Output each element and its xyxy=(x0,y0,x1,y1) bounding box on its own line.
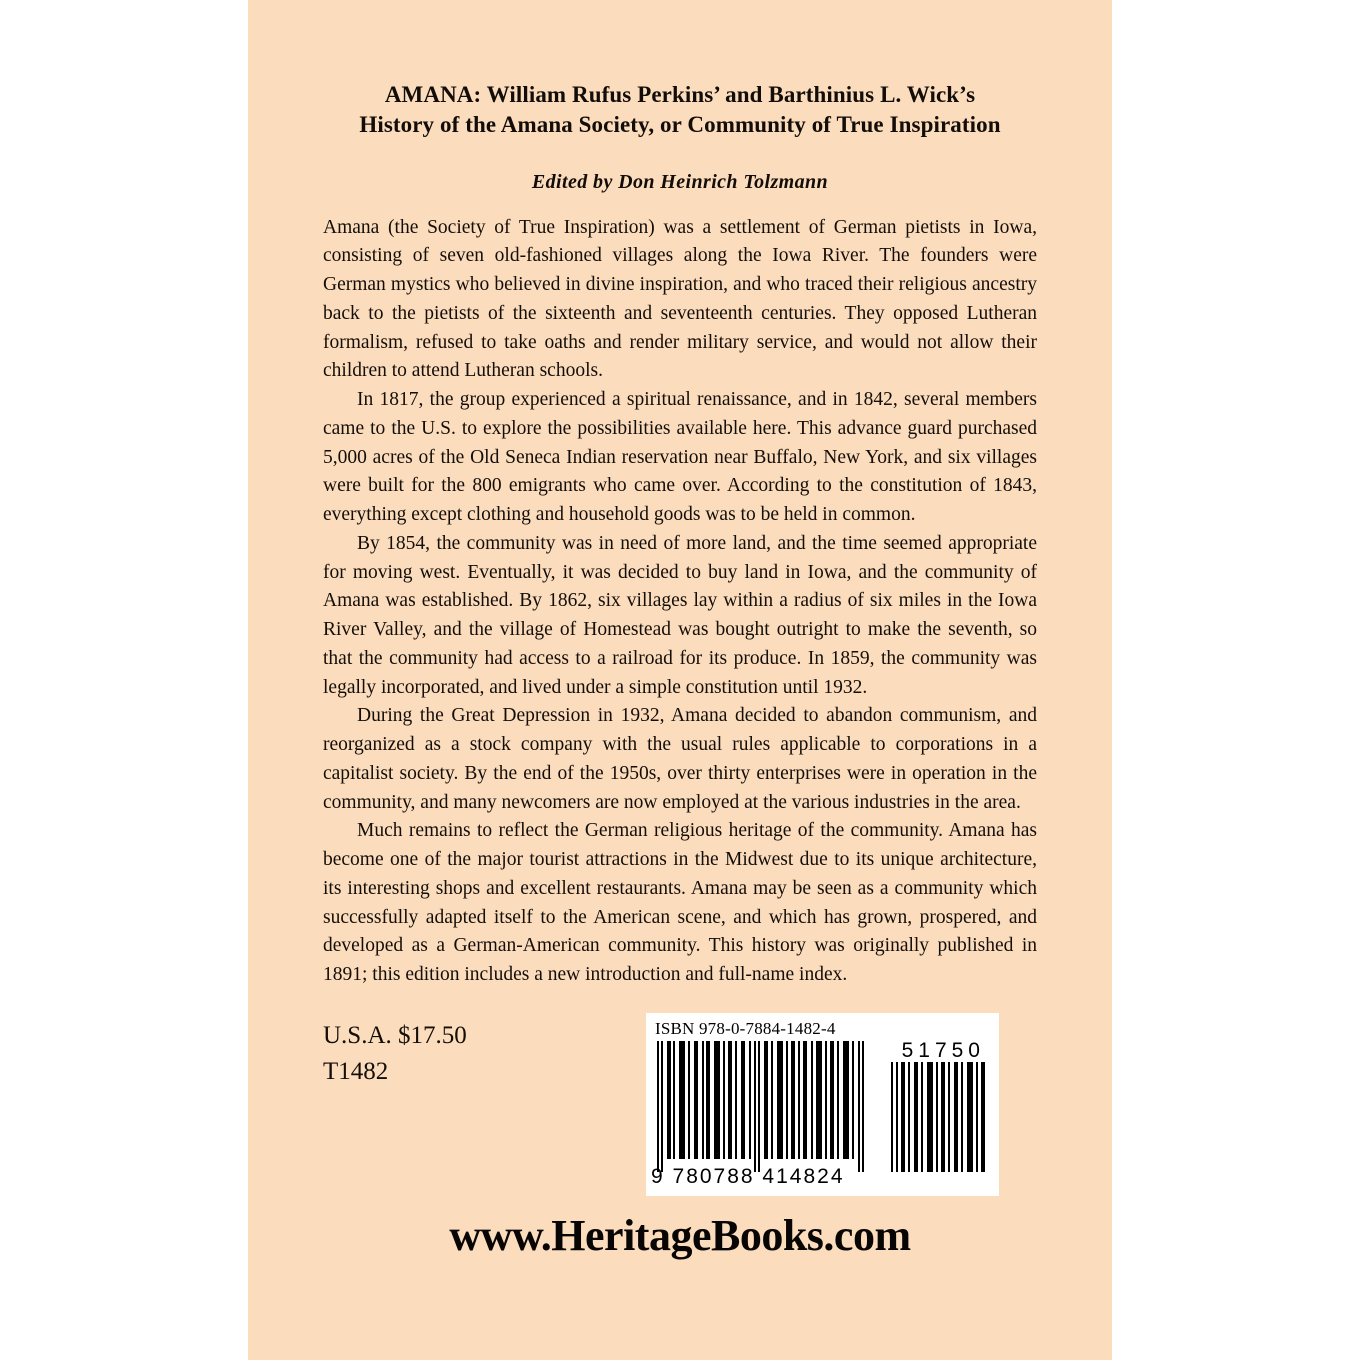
ean13-barcode-icon xyxy=(655,1041,873,1172)
paragraph: By 1854, the community was in need of more land, and the time seemed appropriate for moving west. Eventually, it was decided to buy land in Iowa, and the community of Amana was established. By 1862, six villages lay within a radius of six miles in the Iowa River Valley, and the village of Homestead was bought outright to make the seventh, so that the community had access to a railroad for its produce. In 1859, the community was legally incorporated, and lived under a simple constitution until 1932. xyxy=(323,532,1037,698)
cover-content xyxy=(323,80,1037,990)
price-label: U.S.A. $17.50 xyxy=(323,1022,467,1049)
description-text xyxy=(323,214,1037,990)
ean13-digits: 9 780788 414824 xyxy=(651,1165,845,1188)
ean5-addon-barcode-icon xyxy=(889,1062,989,1172)
paragraph: Amana (the Society of True Inspiration) was a settlement of German pietists in Iowa, consisting of seven old-fashioned villages along the Iowa River. The founders were German mystics who believed in divine inspiration, and who traced their religious ancestry back to the pietists of the sixteenth and seventeenth centuries. They opposed Lutheran formalism, refused to take oaths and render military service, and would not allow their children to attend Lutheran schools. xyxy=(323,216,1037,382)
title-line-2: History of the Amana Society, or Community of True Inspiration xyxy=(359,112,1001,138)
page-title xyxy=(350,80,1010,141)
paragraph: During the Great Depression in 1932, Amana decided to abandon communism, and reorganized as a stock company with the usual rules applicable to corporations in a capitalist society. By the end of the 1950s, over thirty enterprises were in operation in the community, and many newcomers are now employed at the various industries in the area. xyxy=(323,705,1037,813)
barcode-panel xyxy=(646,1013,999,1196)
barcode-addon-digits: 51750 xyxy=(901,1039,985,1062)
paragraph: Much remains to reflect the German religious heritage of the community. Amana has become one of the major tourist attractions in the Midwest due to its unique architecture, its interesting shops and excellent restaurants. Amana may be seen as a community which successfully adapted itself to the American scene, and which has grown, prospered, and developed as a German-American community. This history was originally published in 1891; this edition includes a new introduction and full-name index. xyxy=(323,820,1037,986)
paragraph: In 1817, the group experienced a spiritual renaissance, and in 1842, several members came to the U.S. to explore the possibilities available here. This advance guard purchased 5,000 acres of the Old Seneca Indian reservation near Buffalo, New York, and six villages were built for the 800 emigrants who came over. According to the constitution of 1843, everything except clothing and household goods was to be held in common. xyxy=(323,389,1037,526)
title-line-1: AMANA: William Rufus Perkins’ and Barthinius L. Wick’s xyxy=(384,82,976,107)
item-code-label: T1482 xyxy=(323,1057,389,1085)
publisher-website[interactable]: www.HeritageBooks.com xyxy=(449,1211,911,1260)
price-block xyxy=(323,1018,467,1089)
book-back-cover xyxy=(248,0,1112,1360)
isbn-label: ISBN 978-0-7884-1482-4 xyxy=(655,1019,836,1038)
editor-credit: Edited by Don Heinrich Tolzmann xyxy=(531,170,829,193)
